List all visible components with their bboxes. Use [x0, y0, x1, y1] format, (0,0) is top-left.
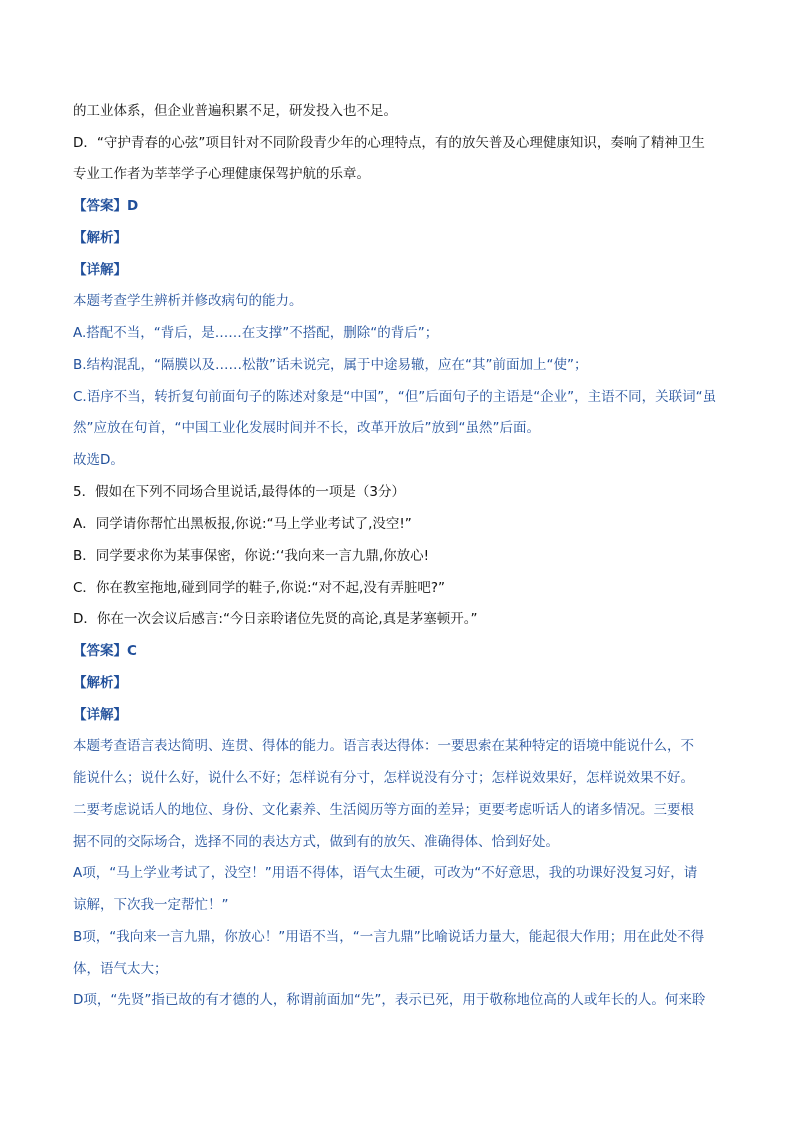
explanation-line: A.搭配不当，“背后，是……在支撑”不搭配，删除“的背后”；: [73, 325, 439, 341]
explanation-line: 能说什么；说什么好，说什么不好；怎样说有分寸，怎样说没有分寸；怎样说效果好，怎样说效果不好。: [73, 770, 694, 786]
explanation-line: D项，“先贤”指已故的有才德的人，称谓前面加“先”，表示已死，用于敬称地位高的人或年长的人。何来聆: [73, 992, 706, 1008]
explanation-line: 谅解，下次我一定帮忙！”: [73, 897, 229, 913]
explanation-line: 故选D。: [73, 452, 124, 468]
explanation-line: 据不同的交际场合，选择不同的表达方式，做到有的放矢、准确得体、恰到好处。: [73, 834, 559, 850]
detail-label: 【详解】: [73, 707, 127, 723]
explanation-line: 本题考查语言表达简明、连贯、得体的能力。语言表达得体：一要思索在某种特定的语境中能说什么，不: [73, 738, 694, 754]
explanation-line: 二要考虑说话人的地位、身份、文化素养、生活阅历等方面的差异；更要考虑听话人的诸多情况。三要根: [73, 802, 694, 818]
answer-label: 【答案】C: [73, 643, 137, 659]
explanation-line: 体，语气太大；: [73, 961, 168, 977]
explanation-line: 然”应放在句首，“中国工业化发展时间并不长，改革开放后”放到“虽然”后面。: [73, 420, 540, 436]
text-line: 专业工作者为莘莘学子心理健康保驾护航的乐章。: [73, 166, 370, 182]
answer-label: 【答案】D: [73, 198, 139, 214]
explanation-line: B.结构混乱，“隔膜以及……松散”话未说完，属于中途易辙，应在“其”前面加上“使”；: [73, 357, 588, 373]
analysis-label: 【解析】: [73, 675, 127, 691]
analysis-label: 【解析】: [73, 230, 127, 246]
explanation-line: 本题考查学生辨析并修改病句的能力。: [73, 293, 303, 309]
question-option-c: C．你在教室拖地,碰到同学的鞋子,你说:“对不起,没有弄脏吧?”: [73, 580, 446, 596]
question-option-a: A．同学请你帮忙出黑板报,你说:“马上学业考试了,没空!”: [73, 516, 412, 532]
text-line: 的工业体系，但企业普遍积累不足，研发投入也不足。: [73, 103, 397, 119]
question-option-b: B．同学要求你为某事保密，你说:‘‘我向来一言九鼎,你放心!: [73, 548, 430, 564]
question-5-title: 5．假如在下列不同场合里说话,最得体的一项是（3分）: [73, 484, 405, 500]
option-d-line: D．“守护青春的心弦”项目针对不同阶段青少年的心理特点，有的放矢普及心理健康知识，奏响了精神卫生: [73, 135, 705, 151]
explanation-line: C.语序不当，转折复句前面句子的陈述对象是“中国”，“但”后面句子的主语是“企业”，主语不同，关联词“虽: [73, 389, 717, 405]
explanation-line: B项，“我向来一言九鼎，你放心！”用语不当，“一言九鼎”比喻说话力量大，能起很大作用；用在此处不得: [73, 929, 705, 945]
question-option-d: D．你在一次会议后感言:“今日亲聆诸位先贤的高论,真是茅塞顿开。”: [73, 611, 478, 627]
explanation-line: A项，“马上学业考试了，没空！”用语不得体，语气太生硬，可改为“不好意思，我的功课好没复习好，请: [73, 865, 698, 881]
detail-label: 【详解】: [73, 262, 127, 278]
